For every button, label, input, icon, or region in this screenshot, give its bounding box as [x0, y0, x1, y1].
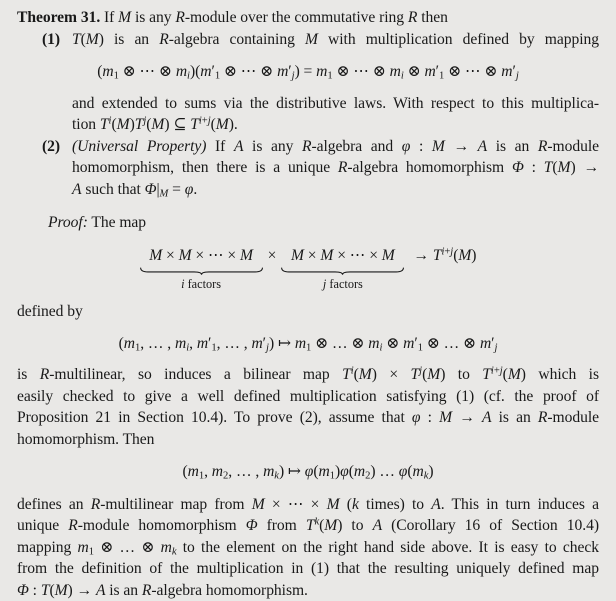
theorem-head: Theorem 31. If M is any R-module over the commutative ring R then	[17, 7, 599, 29]
theorem-item-2	[17, 136, 599, 201]
map-codomain: → $T^{i+j}(M)$	[404, 245, 476, 267]
times-operator: ×	[263, 245, 282, 267]
proof-paragraph-2: defines an R-multilinear map from M × ⋯ × M (k times) to A. This in turn induces a unique R-module homomorphism Φ from $T^k(M)$ to A (Corollary 16 of Section 10.4) mapping $m_1$ ⊗ … ⊗ $m_k$ to the element on the right hand side above. It is easy to check from the definition of the multiplication in (1) that the resulting uniquely defined map Φ : T(M) → A is an R-algebra homomorphism.	[17, 494, 599, 601]
item-2-body: (Universal Property) If A is any R-algebra and φ : M → A is an R-module homomorphism, then there is a unique R-algebra homomorphism Φ : T(M) → A such that $\Phi|_M = \varphi$.	[72, 136, 599, 201]
underbrace-icon	[281, 267, 404, 275]
factor-group-i	[140, 245, 263, 293]
elementwise-map-display: ($m_1$, … , $m_i$, $m'_1$, … , $m'_j$) ↦ $m_1$ ⊗ … ⊗ $m_i$ ⊗ $m'_1$ ⊗ … ⊗ $m'_j$	[17, 333, 599, 355]
phi-product-display: ($m_1$, $m_2$, … , $m_k$) ↦ $\varphi(m_1)\varphi(m_2)$ … $\varphi(m_k)$	[17, 461, 599, 483]
item-2-label: (2)	[42, 136, 72, 201]
item-1-body: T(M) is an R-algebra containing M with multiplication defined by mapping	[72, 29, 599, 51]
proof-paragraph-1: is R-multilinear, so induces a bilinear map $T^i(M) \times T^j(M)$ to $T^{i+j}(M)$ which is easily checked to give a well defined multiplication satisfying (1) (cf. the proof of Proposition 21 in Section 10.4). To prove (2), assume that φ : M → A is an R-module homomorphism. Then	[17, 364, 599, 450]
factor-group-j	[281, 245, 404, 293]
defined-by-text: defined by	[17, 301, 599, 323]
underbrace-icon	[140, 267, 263, 275]
proof-heading: Proof: The map	[17, 212, 599, 234]
multiplication-display: ($m_1$ ⊗ ⋯ ⊗ $m_i)(m'_1$ ⊗ ⋯ ⊗ $m'_j) = m_1$ ⊗ ⋯ ⊗ $m_i$ ⊗ $m'_1$ ⊗ ⋯ ⊗ $m'_j$	[17, 61, 599, 83]
item-1-continuation: and extended to sums via the distributive laws. With respect to this multiplica- tion $T^i(M)T^j(M)$ ⊆ $T^{i+j}(M)$.	[72, 93, 599, 136]
factor-label-j: j factors	[323, 276, 363, 292]
map-domain-display	[17, 245, 599, 293]
theorem-item-1	[17, 29, 599, 51]
factor-expr-i: M × M × ⋯ × M	[147, 245, 255, 267]
factor-expr-j: M × M × ⋯ × M	[289, 245, 397, 267]
factor-label-i: i factors	[181, 276, 221, 292]
item-1-label: (1)	[42, 29, 72, 51]
